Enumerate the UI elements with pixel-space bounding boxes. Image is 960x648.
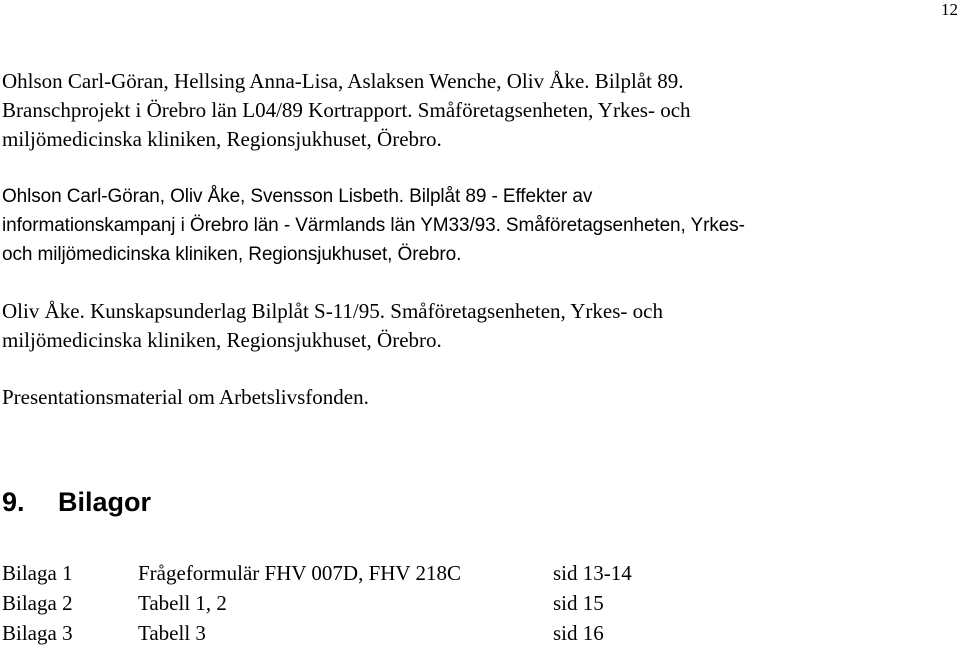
reference-line: miljömedicinska kliniken, Regionsjukhuset, Örebro. <box>2 328 442 352</box>
page-number: 12 <box>941 0 958 19</box>
appendix-row <box>2 588 702 618</box>
reference-line: och miljömedicinska kliniken, Regionsjukhuset, Örebro. <box>2 244 462 265</box>
appendix-row <box>2 618 702 648</box>
section-title: Bilagor <box>58 487 152 517</box>
reference-line: Ohlson Carl-Göran, Oliv Åke, Svensson Lisbeth. Bilplåt 89 - Effekter av <box>2 186 593 207</box>
reference-line: Presentationsmaterial om Arbetslivsfonden. <box>2 385 369 409</box>
section-heading <box>2 484 151 520</box>
appendix-page: sid 15 <box>553 591 604 615</box>
appendix-name: Bilaga 1 <box>2 561 73 585</box>
appendix-name: Bilaga 3 <box>2 621 73 645</box>
reference-entry-4 <box>2 383 952 412</box>
appendix-list <box>2 558 702 648</box>
reference-entry-3 <box>2 297 952 355</box>
section-number: 9. <box>2 487 25 517</box>
reference-line: Branschprojekt i Örebro län L04/89 Kortrapport. Småföretagsenheten, Yrkes- och <box>2 98 691 122</box>
reference-line: miljömedicinska kliniken, Regionsjukhuset, Örebro. <box>2 127 442 151</box>
appendix-name: Bilaga 2 <box>2 591 73 615</box>
appendix-description: Tabell 1, 2 <box>138 591 227 615</box>
appendix-page: sid 13-14 <box>553 561 632 585</box>
appendix-row <box>2 558 702 588</box>
reference-line: Ohlson Carl-Göran, Hellsing Anna-Lisa, Aslaksen Wenche, Oliv Åke. Bilplåt 89. <box>2 69 684 93</box>
reference-line: Oliv Åke. Kunskapsunderlag Bilplåt S-11/95. Småföretagsenheten, Yrkes- och <box>2 299 663 323</box>
appendix-description: Tabell 3 <box>138 621 206 645</box>
reference-line: informationskampanj i Örebro län - Värmlands län YM33/93. Småföretagsenheten, Yrkes- <box>2 215 745 236</box>
appendix-description: Frågeformulär FHV 007D, FHV 218C <box>138 561 461 585</box>
reference-entry-1 <box>2 67 952 154</box>
reference-list <box>2 67 952 440</box>
appendix-page: sid 16 <box>553 621 604 645</box>
reference-entry-2 <box>2 182 952 269</box>
